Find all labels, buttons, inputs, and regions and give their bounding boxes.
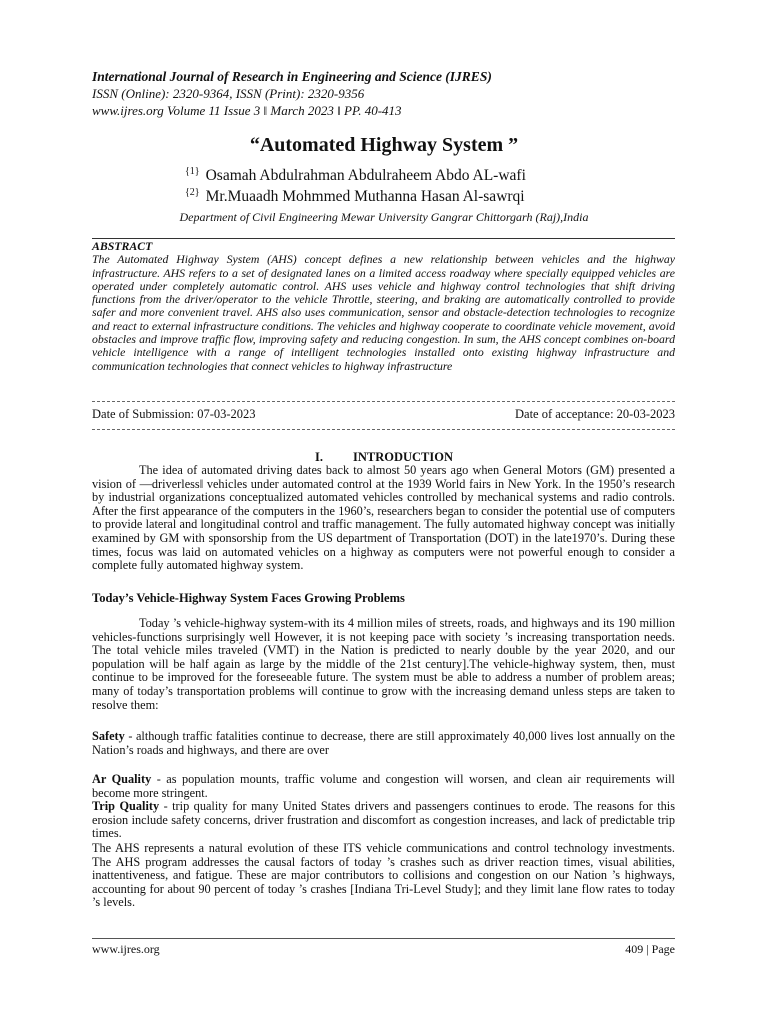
dates-row bbox=[92, 407, 675, 422]
footer bbox=[92, 942, 675, 957]
author-1 bbox=[185, 166, 526, 185]
ahs-paragraph: The AHS represents a natural evolution of these ITS vehicle communications and control technology investments. The AHS program addresses the causal factors of today ’s crashes such as driver reaction times, visual abilities, inattentiveness, and fatigue. These are major contributors to collisions and congestion on our Nation ’s highways, accounting for about 90 percent of today ’s crashes [Indiana Tri-Level Study]; and they limit lane flow rates to today ’s levels. bbox=[92, 841, 675, 910]
department: Department of Civil Engineering Mewar University Gangrar Chittorgarh (Raj),India bbox=[179, 210, 589, 224]
safety-label: Safety bbox=[92, 729, 125, 743]
journal-header bbox=[92, 68, 492, 119]
journal-issn: ISSN (Online): 2320-9364, ISSN (Print): 2320-9356 bbox=[92, 86, 365, 101]
safety-paragraph bbox=[92, 730, 675, 757]
intro-paragraph: The idea of automated driving dates back to almost 50 years ago when General Motors (GM) presented a vision of ―driverless‖ vehicles under automated control at the 1939 World fairs in New York. In the 1950’s research by industrial organizations conceptualized automated vehicles controlled by mechanical systems and radio controls. After the first appearance of the computers in the 1960’s, researchers began to consider the potential use of computers to provide lateral and longitudinal control and traffic management. The fully automated highway concept was initially examined by GM with sponsorship from the US department of Transportation (DOT) in the late1970’s. During these times, focus was laid on automated vehicles on a highway as computers were not powerful enough to consider a complete fully automated highway system. bbox=[92, 463, 675, 573]
subsection-heading: Today’s Vehicle-Highway System Faces Growing Problems bbox=[92, 591, 405, 605]
trip-quality-text: - trip quality for many United States drivers and passengers continues to erode. The reasons for this erosion include safety concerns, driver frustration and discomfort as congestion increases, and lack of predictable trip times. bbox=[92, 799, 675, 841]
safety-text: - although traffic fatalities continue to decrease, there are still approximately 40,000 lives lost annually on the Nation’s roads and highways, and there are over bbox=[92, 729, 675, 757]
author-2 bbox=[185, 187, 525, 206]
air-quality-label: Ar Quality bbox=[92, 772, 152, 786]
air-quality-paragraph bbox=[92, 773, 675, 800]
paper-title: “Automated Highway System ” bbox=[249, 134, 519, 156]
divider-bottom bbox=[92, 429, 675, 430]
abstract bbox=[92, 238, 675, 373]
footer-rule bbox=[92, 938, 675, 939]
author-1-mark: {1} bbox=[185, 166, 200, 177]
trip-quality-paragraph bbox=[92, 800, 675, 841]
footer-page-number: 409 | Page bbox=[625, 942, 675, 956]
section-number: I. bbox=[314, 450, 323, 464]
journal-name: International Journal of Research in Engineering and Science (IJRES) bbox=[92, 69, 492, 84]
submission-date: Date of Submission: 07-03-2023 bbox=[92, 407, 256, 421]
acceptance-date: Date of acceptance: 20-03-2023 bbox=[515, 407, 675, 421]
air-quality-text: - as population mounts, traffic volume and congestion will worsen, and clean air requirements will become more stringent. bbox=[92, 772, 675, 800]
trip-quality-label: Trip Quality bbox=[92, 799, 160, 813]
journal-volume: www.ijres.org Volume 11 Issue 3 ǁ March 2023 ǁ PP. 40-413 bbox=[92, 103, 402, 118]
author-2-mark: {2} bbox=[185, 187, 200, 198]
author-2-name: Mr.Muaadh Mohmmed Muthanna Hasan Al-sawrqi bbox=[205, 188, 525, 205]
divider-top bbox=[92, 401, 675, 402]
section-title: INTRODUCTION bbox=[352, 450, 453, 464]
abstract-text: The Automated Highway System (AHS) concept defines a new relationship between vehicles and the highway infrastructure. AHS refers to a set of designated lanes on a limited access roadway where specially equipped vehicles are operated under completely automatic control. AHS uses vehicle and highway control technologies that shift driving functions from the driver/operator to the vehicle Throttle, steering, and braking are automatically controlled to provide safer and more convenient travel. AHS also uses communication, sensor and obstacle-detection technologies to recognize and react to external infrastructure conditions. The vehicles and highway cooperate to coordinate vehicle movement, avoid obstacles and improve traffic flow, improving safety and reducing congestion. In sum, the AHS concept combines on-board vehicle intelligence with a range of intelligent technologies installed onto existing highway infrastructure and communication technologies that connect vehicles to highway infrastructure bbox=[92, 252, 675, 373]
footer-site: www.ijres.org bbox=[92, 942, 160, 956]
problems-paragraph: Today ’s vehicle-highway system-with its 4 million miles of streets, roads, and highways and its 190 million vehicles-functions surprisingly well However, it is not keeping pace with society ’s increasing transportation needs. The total vehicle miles traveled (VMT) in the Nation is predicted to nearly double by the year 2020, and our population will be half again as large by the middle of the 21st century].The vehicle-highway system, then, must continue to be improved for the foreseeable future. The system must be able to address a number of problem areas; many of today’s transportation problems will continue to grow with the increasing demand unless steps are taken to resolve them: bbox=[92, 616, 675, 712]
author-1-name: Osamah Abdulrahman Abdulraheem Abdo AL-wafi bbox=[205, 167, 526, 184]
abstract-heading: ABSTRACT bbox=[92, 238, 675, 253]
